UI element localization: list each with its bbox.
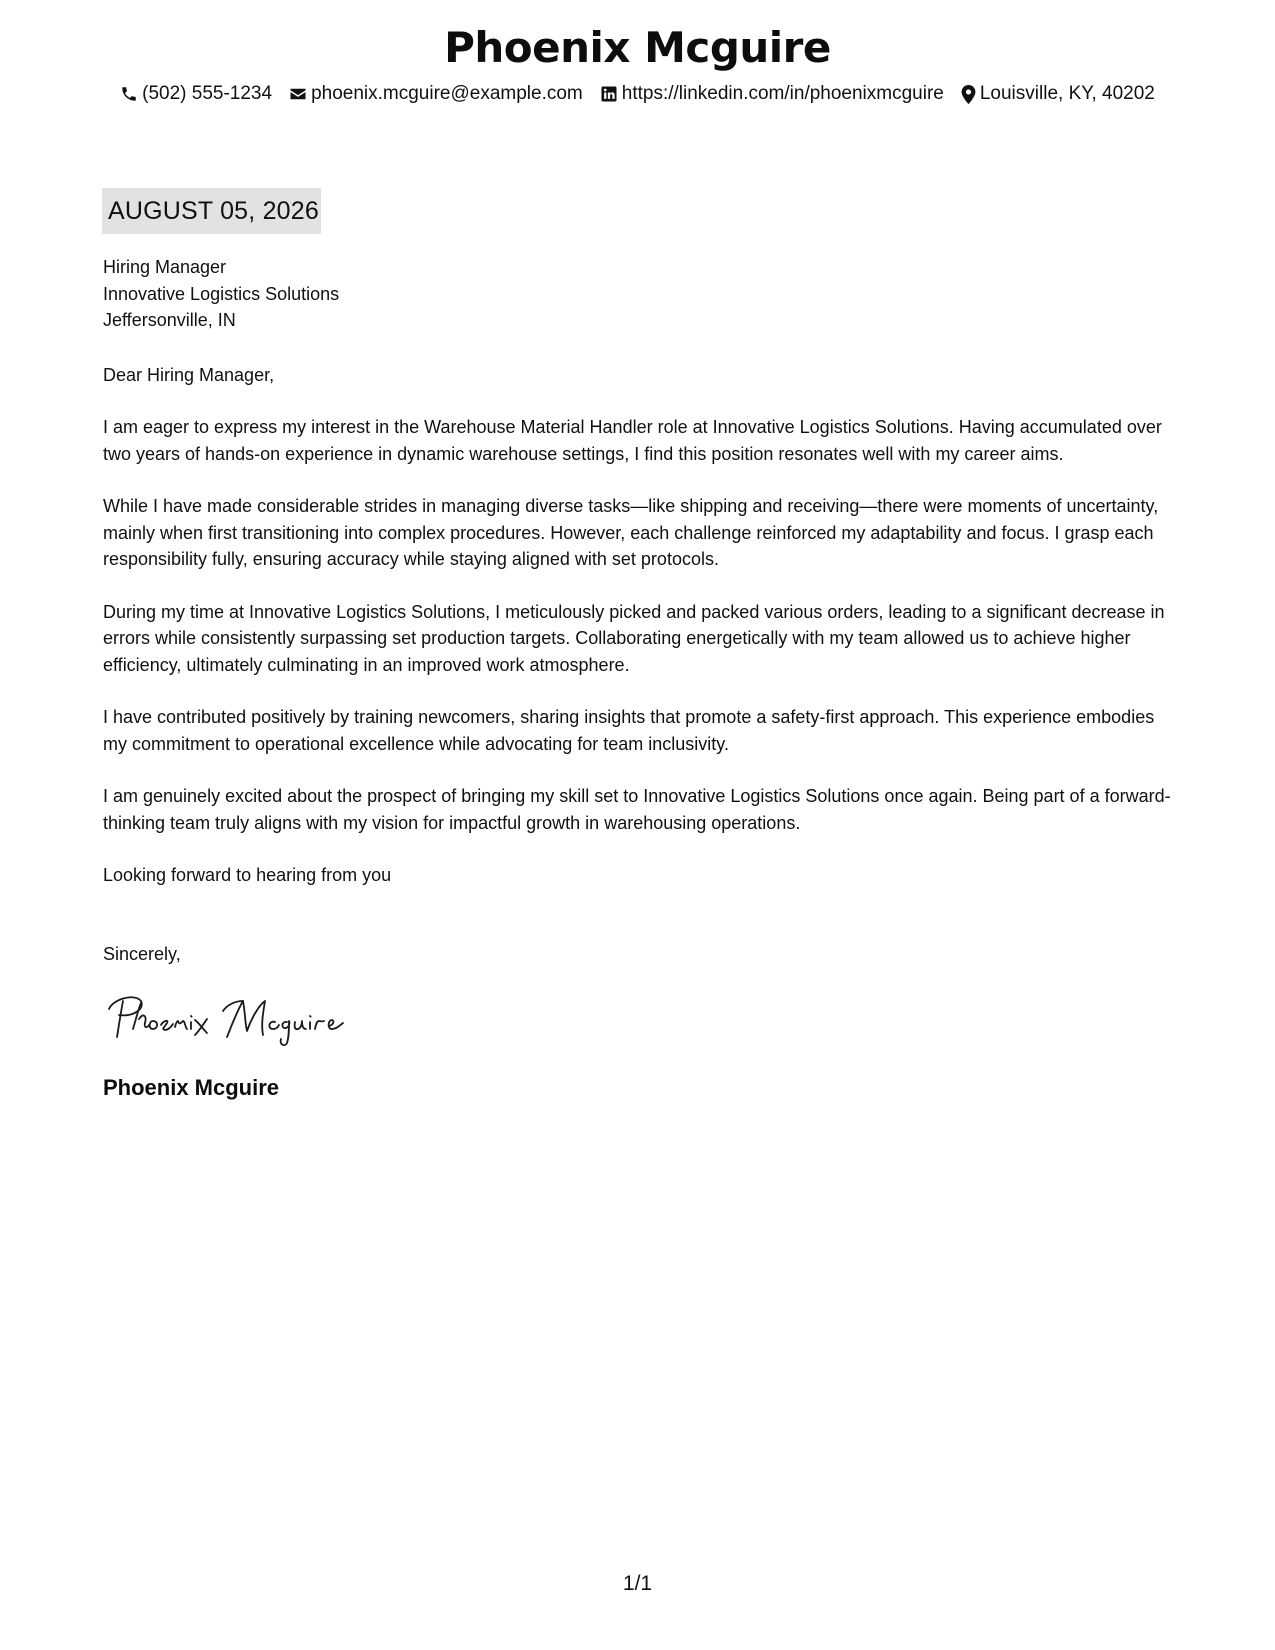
body-paragraph: While I have made considerable strides in managing diverse tasks—like shipping and receiving—there were moments of uncertainty, mainly when first transitioning into complex procedures. However, each challenge reinforced my adaptability and focus. I grasp each responsibility fully, ensuring accuracy while staying aligned with set protocols. bbox=[103, 496, 1159, 569]
linkedin-link[interactable]: https://linkedin.com/in/phoenixmcguire bbox=[621, 83, 944, 104]
recipient-line-title: Hiring Manager bbox=[103, 257, 227, 277]
email-link[interactable]: phoenix.mcguire@example.com bbox=[311, 83, 583, 104]
envelope-icon bbox=[289, 85, 307, 103]
body-paragraph: I have contributed positively by training newcomers, sharing insights that promote a safety-first approach. This experience embodies my commitment to operational excellence while advocating for team inclusivity. bbox=[103, 707, 1155, 754]
salutation: Dear Hiring Manager, bbox=[103, 364, 275, 385]
phone-text: (502) 555-1234 bbox=[142, 83, 273, 104]
recipient-block bbox=[103, 254, 1178, 334]
letter-header bbox=[0, 18, 1275, 107]
location-text: Louisville, KY, 40202 bbox=[979, 83, 1155, 104]
letter-date: AUGUST 05, 2026 bbox=[102, 188, 321, 234]
contact-linkedin bbox=[600, 81, 944, 107]
applicant-name: Phoenix Mcguire bbox=[444, 23, 831, 72]
linkedin-icon bbox=[600, 85, 618, 103]
contact-email bbox=[289, 81, 583, 107]
closing-line: Looking forward to hearing from you bbox=[103, 865, 392, 885]
map-pin-icon bbox=[961, 85, 976, 104]
phone-icon bbox=[120, 85, 138, 103]
contact-bar bbox=[0, 81, 1275, 107]
signed-name: Phoenix Mcguire bbox=[103, 1075, 280, 1100]
letter-body bbox=[103, 188, 1178, 1103]
sign-off: Sincerely, bbox=[103, 943, 181, 964]
recipient-line-location: Jeffersonville, IN bbox=[103, 310, 236, 330]
page-number: 1/1 bbox=[622, 1572, 653, 1595]
body-paragraph: During my time at Innovative Logistics Solutions, I meticulously picked and packed various orders, leading to a significant decrease in errors while consistently surpassing set production targets. Collaborating energetically with my team allowed us to achieve higher efficiency, ultimately culminating in an improved work atmosphere. bbox=[103, 601, 1165, 675]
contact-location bbox=[961, 81, 1155, 107]
recipient-line-company: Innovative Logistics Solutions bbox=[103, 283, 340, 304]
body-paragraph: I am genuinely excited about the prospect of bringing my skill set to Innovative Logistics Solutions once again. Being part of a forward-thinking team truly aligns with my vision for impactful growth in warehousing operations. bbox=[103, 786, 1171, 833]
contact-phone bbox=[120, 81, 272, 107]
handwritten-signature bbox=[103, 989, 373, 1049]
body-paragraph: I am eager to express my interest in the Warehouse Material Handler role at Innovative Logistics Solutions. Having accumulated over two years of hands-on experience in dynamic warehouse settings, I find this position resonates well with my career aims. bbox=[103, 417, 1162, 464]
